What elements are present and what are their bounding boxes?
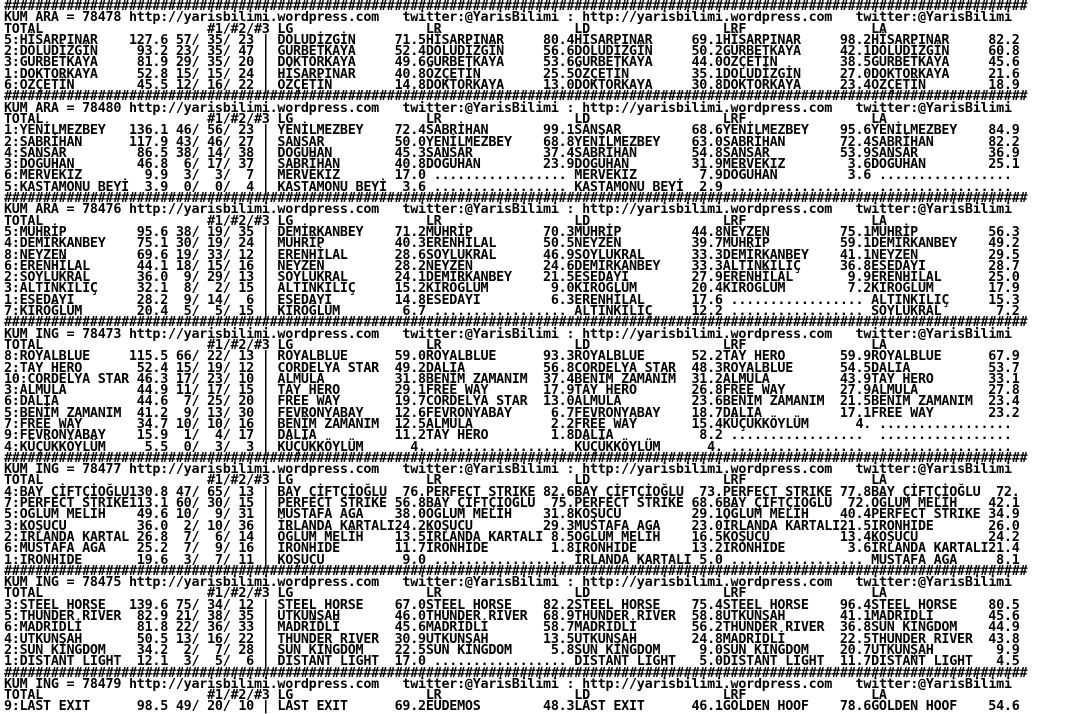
- ranking-columns: OĞLUM MELİH 13.5İRLANDA KARTALI 8.5OĞLUM MELİH 16.5KOŞUCU 13.4KOŞUCU 24.2: [277, 529, 1020, 545]
- horse-label-and-total: 3:ALMULA 44.9 11/ 17/ 15 |: [4, 383, 278, 399]
- ranking-columns: ESEDAYI 14.8ESEDAYI 6.3ERENHİLAL 17.6 ................. ALTINKILIÇ 15.3: [277, 292, 1020, 308]
- horse-label-and-total: 5:KASTAMONU BEYİ 3.9 0/ 0/ 4 |: [4, 179, 278, 195]
- race-id: 78477: [82, 462, 129, 478]
- hash-separator: ###################################################################################################################################: [4, 315, 1028, 331]
- ranking-columns: KASTAMONU BEYİ 3.6 ................. KASTAMONU BEYİ 2.9 ................. .................: [277, 179, 1020, 195]
- report-url: http://yarisbilimi.wordpress.com: [582, 575, 833, 591]
- track-code: KUM ING =: [4, 326, 83, 342]
- horse-label-and-total: 3:DOĞUHAN 46.8 6/ 17/ 37 |: [4, 157, 278, 173]
- report-url: http://yarisbilimi.wordpress.com: [129, 100, 379, 116]
- ranking-columns: FREE WAY 19.7CORDELYA STAR 13.0ALMULA 23.6BENİM ZAMANIM 21.5BENİM ZAMANIM 23.4: [277, 394, 1020, 410]
- ranking-columns: SABRİHAN 40.8DOĞUHAN 23.9DOĞUHAN 31.9MERVEKIZ 3.6DOĞUHAN 25.1: [277, 157, 1020, 173]
- ranking-columns: NEYZEN 28.2NEYZEN 24.6DEMİRKANBEY 33.3ALTINKILIÇ 36.8ESEDAYI 28.7: [277, 258, 1020, 274]
- ranking-columns: DOĞUHAN 45.3SANSAR 37.4SABRİHAN 54.8SANSAR 53.9SANSAR 36.9: [277, 145, 1020, 161]
- horse-label-and-total: 5:OĞLUM MELİH 49.6 10/ 9/ 31 |: [4, 507, 278, 523]
- race-id: 78473: [82, 326, 129, 342]
- ranking-columns: FEVRONYABAY 12.6FEVRONYABAY 6.7FEVRONYABAY 18.7DALIA 17.1FREE WAY 23.2: [277, 405, 1020, 421]
- twitter-handle: twitter:@YarisBilimi: [855, 462, 1012, 478]
- ranking-columns: HİSARPINAR 40.8ÖZÇETİN 25.5ÖZÇETİN 35.1DOLUDİZGİN 27.0DOKTORKAYA 21.6: [277, 66, 1020, 82]
- twitter-handle: twitter:@YarisBilimi: [402, 676, 559, 692]
- report-url: http://yarisbilimi.wordpress.com: [129, 326, 379, 342]
- ranking-columns: DOKTORKAYA 49.6GURBETKAYA 53.6GURBETKAYA 44.0ÖZÇETİN 38.5GURBETKAYA 45.6: [277, 55, 1020, 71]
- horse-label-and-total: 6:MADRİDLİ 81.8 22/ 36/ 33 |: [4, 620, 278, 636]
- ranking-columns: ÖZÇETİN 14.8DOKTORKAYA 13.0DOKTORKAYA 30.8DOKTORKAYA 23.4ÖZÇETİN 18.9: [277, 78, 1020, 94]
- horse-label-and-total: 1:DISTANT LIGHT 12.1 3/ 5/ 6 |: [4, 654, 278, 670]
- header-separator: :: [558, 575, 583, 591]
- track-code: KUM ARA =: [4, 202, 83, 218]
- column-headers: TOTAL #1/#2/#3 LG LR LD LRF LA: [4, 473, 887, 489]
- column-headers: TOTAL #1/#2/#3 LG LR LD LRF LA: [4, 21, 887, 37]
- horse-label-and-total: 3:GURBETKAYA 81.9 29/ 35/ 20 |: [4, 55, 278, 71]
- ranking-columns: KÜÇÜKKÖYLÜM 4. ................. KÜÇÜKKÖYLÜM 4. ................. .................: [277, 439, 1020, 455]
- report-url: http://yarisbilimi.wordpress.com: [582, 462, 833, 478]
- horse-label-and-total: 1:ESEDAYI 28.2 9/ 14/ 6 |: [4, 292, 278, 308]
- race-id: 78480: [82, 100, 129, 116]
- hash-separator: ###################################################################################################################################: [4, 563, 1028, 579]
- ranking-columns: THUNDER RIVER 30.9UTKUNŞAH 13.5UTKUNŞAH 24.8MADRİDLİ 22.5THUNDER RIVER 43.8: [277, 631, 1020, 647]
- horse-label-and-total: 7:FREE WAY 34.7 10/ 10/ 16 |: [4, 416, 278, 432]
- header-separator: :: [558, 10, 583, 26]
- horse-label-and-total: 5:HİSARPINAR 127.6 57/ 35/ 23 |: [4, 32, 278, 48]
- horse-label-and-total: 5:THUNDER RIVER 82.9 21/ 38/ 35 |: [4, 609, 278, 625]
- report-url: http://yarisbilimi.wordpress.com: [582, 202, 833, 218]
- hash-separator: ###################################################################################################################################: [4, 450, 1028, 466]
- horse-label-and-total: 1:DOKTORKAYA 52.8 15/ 15/ 24 |: [4, 66, 278, 82]
- horse-label-and-total: 2:İRLANDA KARTAL 26.8 7/ 6/ 14 |: [4, 529, 278, 545]
- header-separator: :: [558, 202, 583, 218]
- race-id: 78479: [82, 676, 129, 692]
- track-code: KUM ARA =: [4, 10, 83, 26]
- ranking-columns: KIROĞLUM 6.7 ................. ALTINKILIÇ 12.2 ................. SOYLUKRAL 7.2: [277, 304, 1020, 320]
- twitter-handle: twitter:@YarisBilimi: [855, 326, 1012, 342]
- ranking-columns: LAST EXIT 69.2EUDEMOS 48.3LAST EXIT 46.1GOLDEN HOOF 78.6GOLDEN HOOF 54.6: [277, 699, 1020, 714]
- ranking-columns: TAY HERO 29.1FREE WAY 17.9TAY HERO 26.8FREE WAY 27.9ALMULA 27.8: [277, 383, 1020, 399]
- horse-label-and-total: 6:MERVEKIZ 9.9 3/ 3/ 7 |: [4, 168, 278, 184]
- ranking-columns: ROYALBLUE 59.0ROYALBLUE 93.3ROYALBLUE 52.2TAY HERO 59.9ROYALBLUE 67.9: [277, 349, 1020, 365]
- horse-label-and-total: 1:YENİLMEZBEY 136.1 46/ 56/ 23 |: [4, 123, 278, 139]
- ranking-columns: GURBETKAYA 52.4DOLUDİZGİN 56.6DOLUDİZGİN 50.2GURBETKAYA 42.1DOLUDİZGİN 60.8: [277, 44, 1020, 60]
- ranking-columns: SOYLUKRAL 24.1DEMİRKANBEY 21.5ESEDAYI 27.9ERENHİLAL 9.9ERENHİLAL 25.0: [277, 270, 1020, 286]
- column-headers: TOTAL #1/#2/#3 LG LR LD LRF LA: [4, 213, 887, 229]
- hash-separator: ###################################################################################################################################: [4, 665, 1028, 681]
- ranking-columns: SUN KINGDOM 22.5SUN KINGDOM 5.8SUN KINGDOM 9.0SUN KINGDOM 20.7UTKUNŞAH 9.9: [277, 642, 1020, 658]
- twitter-handle: twitter:@YarisBilimi: [855, 676, 1012, 692]
- twitter-handle: twitter:@YarisBilimi: [855, 100, 1012, 116]
- twitter-handle: twitter:@YarisBilimi: [402, 10, 559, 26]
- table-row: [4, 701, 1077, 712]
- horse-label-and-total: 7:PERFECT STRIKE113.1 60/ 30/ 15 |: [4, 496, 278, 512]
- ranking-columns: IRONHIDE 11.7IRONHIDE 1.8IRONHIDE 13.2IRONHIDE 3.6İRLANDA KARTALI21.4: [277, 541, 1020, 557]
- ranking-columns: İRLANDA KARTALI24.2KOŞUCU 29.3MUSTAFA AGA 23.0İRLANDA KARTALI21.5IRONHIDE 26.0: [277, 518, 1020, 534]
- header-separator: :: [558, 100, 583, 116]
- horse-label-and-total: 4:BAY ÇİFTÇİOĞLU130.8 47/ 65/ 13 |: [4, 484, 278, 500]
- hash-separator: ###################################################################################################################################: [4, 191, 1028, 207]
- report-url: http://yarisbilimi.wordpress.com: [582, 676, 833, 692]
- ranking-columns: SANSAR 50.0YENİLMEZBEY 68.8YENİLMEZBEY 63.0SABRİHAN 72.4SABRİHAN 82.2: [277, 134, 1020, 150]
- track-code: KUM ING =: [4, 676, 83, 692]
- horse-label-and-total: 2:SOYLUKRAL 36.0 9/ 29/ 13 |: [4, 270, 278, 286]
- race-id: 78475: [82, 575, 129, 591]
- report-url: http://yarisbilimi.wordpress.com: [129, 676, 379, 692]
- ranking-columns: MUHRİP 40.3ERENHİLAL 50.5NEYZEN 39.7MUHRİP 59.1DEMİRKANBEY 49.2: [277, 236, 1020, 252]
- horse-label-and-total: 1:IRONHIDE 19.6 3/ 7/ 11 |: [4, 552, 278, 568]
- horse-label-and-total: 6:MUSTAFA AGA 25.2 7/ 9/ 16 |: [4, 541, 278, 557]
- horse-label-and-total: 9:FEVRONYABAY 15.9 1/ 4/ 17 |: [4, 428, 278, 444]
- ranking-columns: DEMİRKANBEY 71.2MUHRİP 70.3MUHRİP 44.8NEYZEN 75.1MUHRİP 56.3: [277, 224, 1020, 240]
- twitter-handle: twitter:@YarisBilimi: [402, 100, 559, 116]
- horse-label-and-total: 9:LAST EXIT 98.5 49/ 20/ 10 |: [4, 699, 278, 714]
- ranking-columns: CORDELYA STAR 49.2DALIA 56.8CORDELYA STAR 48.3ROYALBLUE 54.5DALIA 53.7: [277, 360, 1020, 376]
- ranking-columns: STEEL HORSE 67.0STEEL HORSE 82.2STEEL HORSE 75.4STEEL HORSE 96.4STEEL HORSE 80.5: [277, 597, 1020, 613]
- header-separator: :: [558, 676, 583, 692]
- horse-label-and-total: 5:MUHRİP 95.6 38/ 19/ 35 |: [4, 224, 278, 240]
- ranking-columns: MUSTAFA AGA 38.0OĞLUM MELİH 31.8KOŞUCU 29.1OĞLUM MELİH 40.4PERFECT STRIKE 34.9: [277, 507, 1020, 523]
- ranking-columns: MERVEKIZ 17.0 ................. MERVEKIZ 7.9DOĞUHAN 3.6 .................: [277, 168, 1020, 184]
- hash-separator: ###################################################################################################################################: [4, 89, 1028, 105]
- twitter-handle: twitter:@YarisBilimi: [402, 202, 559, 218]
- column-headers: TOTAL #1/#2/#3 LG LR LD LRF LA: [4, 586, 887, 602]
- twitter-handle: twitter:@YarisBilimi: [855, 10, 1012, 26]
- report-url: http://yarisbilimi.wordpress.com: [129, 462, 379, 478]
- track-code: KUM ARA =: [4, 100, 83, 116]
- ranking-columns: ALMULA 31.8BENİM ZAMANIM 37.4BENİM ZAMANIM 31.2ALMULA 43.9TAY HERO 33.1: [277, 371, 1020, 387]
- column-headers: TOTAL #1/#2/#3 LG LR LD LRF LA: [4, 688, 887, 704]
- header-separator: :: [558, 326, 583, 342]
- twitter-handle: twitter:@YarisBilimi: [402, 575, 559, 591]
- horse-label-and-total: 4:UTKUNŞAH 50.5 13/ 16/ 22 |: [4, 631, 278, 647]
- column-headers: TOTAL #1/#2/#3 LG LR LD LRF LA: [4, 111, 887, 127]
- column-headers: TOTAL #1/#2/#3 LG LR LD LRF LA: [4, 337, 887, 353]
- horse-label-and-total: 10:CORDELYA STAR 46.3 17/ 23/ 10 |: [4, 371, 278, 387]
- header-separator: :: [558, 462, 583, 478]
- horse-label-and-total: 2:DOLUDİZGİN 93.2 23/ 35/ 47 |: [4, 44, 278, 60]
- track-code: KUM ING =: [4, 462, 83, 478]
- horse-label-and-total: 3:STEEL HORSE 139.6 75/ 34/ 12 |: [4, 597, 278, 613]
- hash-separator: ###################################################################################################################################: [4, 0, 1028, 14]
- horse-label-and-total: 3:ALTINKILIÇ 32.1 8/ 2/ 15 |: [4, 281, 278, 297]
- horse-label-and-total: 6:ERENHİLAL 44.1 18/ 15/ 16 |: [4, 258, 278, 274]
- ranking-columns: UTKUNŞAH 46.0THUNDER RIVER 68.9THUNDER RIVER 58.8UTKUNŞAH 41.1MADRİDLİ 45.6: [277, 609, 1020, 625]
- report-url: http://yarisbilimi.wordpress.com: [582, 100, 833, 116]
- ranking-columns: BAY ÇİFTÇİOĞLU 76.PERFECT STRIKE 82.6BAY ÇİFTÇİOĞLU 73.PERFECT STRIKE 77.8BAY ÇİFTÇİOĞLU 72.: [277, 484, 1020, 500]
- race-id: 78476: [82, 202, 129, 218]
- horse-label-and-total: 2:SUN KİNGDOM 34.2 2/ 7/ 28 |: [4, 642, 278, 658]
- horse-label-and-total: 4:DEMİRKANBEY 75.1 30/ 19/ 24 |: [4, 236, 278, 252]
- horse-label-and-total: 4:SANSAR 86.5 38/ 14/ 38 |: [4, 145, 278, 161]
- twitter-handle: twitter:@YarisBilimi: [855, 575, 1012, 591]
- horse-label-and-total: 4:KÜÇÜKKÖYLÜM 5.5 0/ 3/ 3 |: [4, 439, 278, 455]
- horse-label-and-total: 2:TAY HERO 52.4 15/ 19/ 12 |: [4, 360, 278, 376]
- horse-label-and-total: 2:SABRİHAN 117.9 43/ 46/ 27 |: [4, 134, 278, 150]
- ranking-columns: KOŞUCU 9.0 ................. İRLANDA KARTALI 5.0 ................. MUSTAFA AGA 8.1: [277, 552, 1020, 568]
- ranking-columns: BENİM ZAMANIM 12.5ALMULA 2.2FREE WAY 15.4KÜÇÜKKÖYLÜM 4. .................: [277, 416, 1020, 432]
- track-code: KUM ING =: [4, 575, 83, 591]
- horse-label-and-total: 7:KIROĞLUM 20.4 5/ 5/ 15 |: [4, 304, 278, 320]
- report-url: http://yarisbilimi.wordpress.com: [129, 575, 379, 591]
- ranking-columns: ERENHİLAL 28.6SOYLUKRAL 46.9SOYLUKRAL 33.3DEMİRKANBEY 41.1NEYZEN 29.5: [277, 247, 1020, 263]
- ranking-columns: MADRİDLİ 45.6MADRİDLİ 58.7MADRİDLİ 56.2THUNDER RIVER 36.8SUN KINGDOM 44.9: [277, 620, 1020, 636]
- ranking-columns: YENİLMEZBEY 72.4SABRİHAN 99.1SANSAR 68.6YENİLMEZBEY 95.6YENİLMEZBEY 84.9: [277, 123, 1020, 139]
- report-url: http://yarisbilimi.wordpress.com: [129, 10, 379, 26]
- ranking-columns: PERFECT STRIKE 56.8BAY ÇİFTÇİOĞLU 75.PERFECT STRIKE 68.6BAY ÇİFTÇİOĞLU 72.OĞLUM MELİH 42.1: [277, 496, 1020, 512]
- report-url: http://yarisbilimi.wordpress.com: [129, 202, 379, 218]
- ranking-columns: DOLUDİZGİN 71.5HİSARPINAR 80.4HİSARPINAR 69.1HİSARPINAR 98.2HİSARPINAR 82.2: [277, 32, 1020, 48]
- horse-label-and-total: 6:ÖZÇETİN 45.5 12/ 16/ 22 |: [4, 78, 278, 94]
- ranking-columns: DALIA 11.2TAY HERO 1.8DALIA 8.2 ................. .................: [277, 428, 1020, 444]
- horse-label-and-total: 3:KOŞUCU 36.0 2/ 10/ 36 |: [4, 518, 278, 534]
- report-url: http://yarisbilimi.wordpress.com: [582, 326, 833, 342]
- ranking-columns: ALTINKILIÇ 15.2KIROĞLUM 9.0KIROĞLUM 20.4KIROĞLUM 7.2KIROĞLUM 17.9: [277, 281, 1020, 297]
- twitter-handle: twitter:@YarisBilimi: [402, 326, 559, 342]
- twitter-handle: twitter:@YarisBilimi: [855, 202, 1012, 218]
- race-id: 78478: [82, 10, 129, 26]
- horse-label-and-total: 5:BENİM ZAMANIM 41.2 9/ 13/ 30 |: [4, 405, 278, 421]
- horse-label-and-total: 8:ROYALBLUE 115.5 66/ 22/ 13 |: [4, 349, 278, 365]
- twitter-handle: twitter:@YarisBilimi: [402, 462, 559, 478]
- horse-label-and-total: 8:NEYZEN 69.6 19/ 33/ 12 |: [4, 247, 278, 263]
- report-url: http://yarisbilimi.wordpress.com: [582, 10, 833, 26]
- ranking-columns: DISTANT LIGHT 17.0 ................. DISTANT LIGHT 5.0DISTANT LIGHT 11.7DISTANT LIGHT 4.5: [277, 654, 1020, 670]
- horse-label-and-total: 6:DALIA 44.6 7/ 25/ 20 |: [4, 394, 278, 410]
